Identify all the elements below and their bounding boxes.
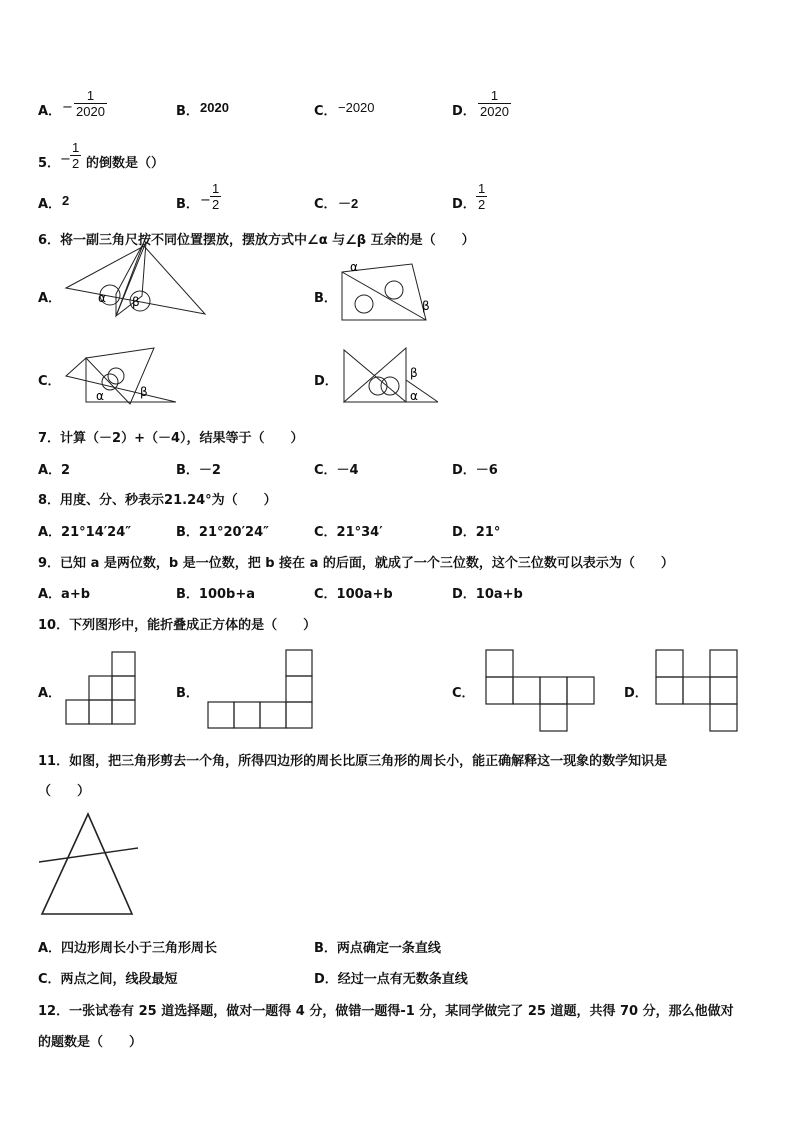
q9-stem: 9．已知 a 是两位数，b 是一位数，把 b 接在 a 的后面，就成了一个三位数，这个三位数可以表示为（ ）: [38, 556, 674, 571]
q9-option-c: C．100a+b: [314, 587, 393, 602]
q4-option-a-fraction: [74, 88, 107, 119]
q11-option-c: C．两点之间，线段最短: [38, 972, 178, 987]
alpha-label: α: [98, 291, 106, 305]
q8-option-a: A．21°14′24″: [38, 525, 132, 540]
q4-option-d-label: D．: [452, 104, 476, 119]
q11-option-b: B．两点确定一条直线: [314, 941, 441, 956]
q6-option-c-label: C．: [38, 374, 61, 389]
q7-stem: 7．计算（－2）+（－4），结果等于（ ）: [38, 431, 304, 446]
q7-option-c: C．－4: [314, 463, 359, 478]
q7-option-a: A．2: [38, 463, 71, 478]
q10-option-d-label: D．: [624, 686, 648, 701]
q8-option-b: B．21°20′24″: [176, 525, 269, 540]
q6-option-b-label: B．: [314, 291, 337, 306]
q9-option-a: A．a+b: [38, 587, 91, 602]
q10-stem: 10．下列图形中，能折叠成正方体的是（ ）: [38, 618, 317, 633]
q7-option-d: D．－6: [452, 463, 498, 478]
q5-number: 5．: [38, 156, 61, 171]
q9-option-b: B．100b+a: [176, 587, 256, 602]
q10-net-a: [64, 648, 140, 726]
q5-option-c-label: C．: [314, 197, 337, 212]
q6-option-a-label: A．: [38, 291, 62, 306]
q5-option-d-fraction: [476, 181, 487, 212]
q6-figure-d: [338, 344, 444, 406]
q6-figure-a: [60, 238, 210, 322]
q7-option-b: B．－2: [176, 463, 221, 478]
q5-option-b-fraction: [210, 181, 221, 212]
alpha-label: α: [96, 389, 104, 403]
q10-net-d: [654, 648, 740, 732]
fraction-denominator: 2: [478, 197, 486, 212]
q6-figure-c: [60, 344, 182, 406]
fraction-numerator: 1: [212, 181, 220, 196]
beta-label: β: [132, 295, 140, 309]
q5-option-a-label: A．: [38, 197, 62, 212]
q5-stem-sign: −: [60, 152, 71, 167]
q8-stem: 8．用度、分、秒表示21.24°为（ ）: [38, 493, 277, 508]
fraction-numerator: 1: [478, 181, 486, 196]
alpha-label: α: [410, 389, 418, 403]
q9-option-d: D．10a+b: [452, 587, 523, 602]
q4-option-c-value: −2020: [338, 100, 375, 115]
q11-option-d: D．经过一点有无数条直线: [314, 972, 468, 987]
q10-option-b-label: B．: [176, 686, 199, 701]
q10-net-b: [206, 648, 316, 730]
q4-option-c-label: C．: [314, 104, 337, 119]
q11-triangle-figure: [36, 810, 142, 920]
beta-label: β: [140, 385, 148, 399]
q5-stem-text: 的倒数是（）: [86, 156, 165, 171]
alpha-label: α: [350, 260, 358, 274]
q10-option-a-label: A．: [38, 686, 62, 701]
q4-option-a-sign: −: [62, 100, 73, 115]
q5-option-b-sign: −: [200, 193, 211, 208]
q5-option-d-label: D．: [452, 197, 476, 212]
fraction-denominator: 2: [212, 197, 220, 212]
q11-stem: 11．如图，把三角形剪去一个角，所得四边形的周长比原三角形的周长小，能正确解释这一现象的数学知识是: [38, 754, 668, 769]
q6-figure-b: [336, 258, 436, 324]
fraction-numerator: 1: [86, 88, 95, 103]
fraction-numerator: 1: [72, 140, 80, 155]
fraction-denominator: 2020: [76, 104, 105, 119]
q10-net-c: [484, 648, 596, 732]
beta-label: β: [410, 366, 418, 380]
fraction-numerator: 1: [490, 88, 499, 103]
q5-stem-fraction: [70, 140, 81, 171]
fraction-denominator: 2: [72, 156, 80, 171]
q4-option-d-fraction: [478, 88, 511, 119]
q4-option-b-value: 2020: [200, 100, 229, 115]
q5-option-c-value: －2: [338, 196, 359, 211]
q4-option-b-label: B．: [176, 104, 199, 119]
q6-stem: 6．将一副三角尺按不同位置摆放，摆放方式中∠α 与∠β 互余的是（ ）: [38, 233, 475, 248]
q5-option-a-value: 2: [62, 193, 70, 208]
q12-stem: 12．一张试卷有 25 道选择题，做对一题得 4 分，做错一题得-1 分，某同学做完了 25 道题，共得 70 分，那么他做对: [38, 1004, 734, 1019]
q8-option-c: C．21°34′: [314, 525, 383, 540]
q4-option-a-label: A．: [38, 104, 62, 119]
q8-option-d: D．21°: [452, 525, 501, 540]
q6-option-d-label: D．: [314, 374, 338, 389]
fraction-denominator: 2020: [480, 104, 509, 119]
q5-option-b-label: B．: [176, 197, 199, 212]
q11-option-a: A．四边形周长小于三角形周长: [38, 941, 218, 956]
q10-option-c-label: C．: [452, 686, 475, 701]
q11-stem-continued: （ ）: [38, 784, 91, 799]
q12-stem-continued: 的题数是（ ）: [38, 1035, 143, 1050]
beta-label: β: [422, 299, 430, 313]
